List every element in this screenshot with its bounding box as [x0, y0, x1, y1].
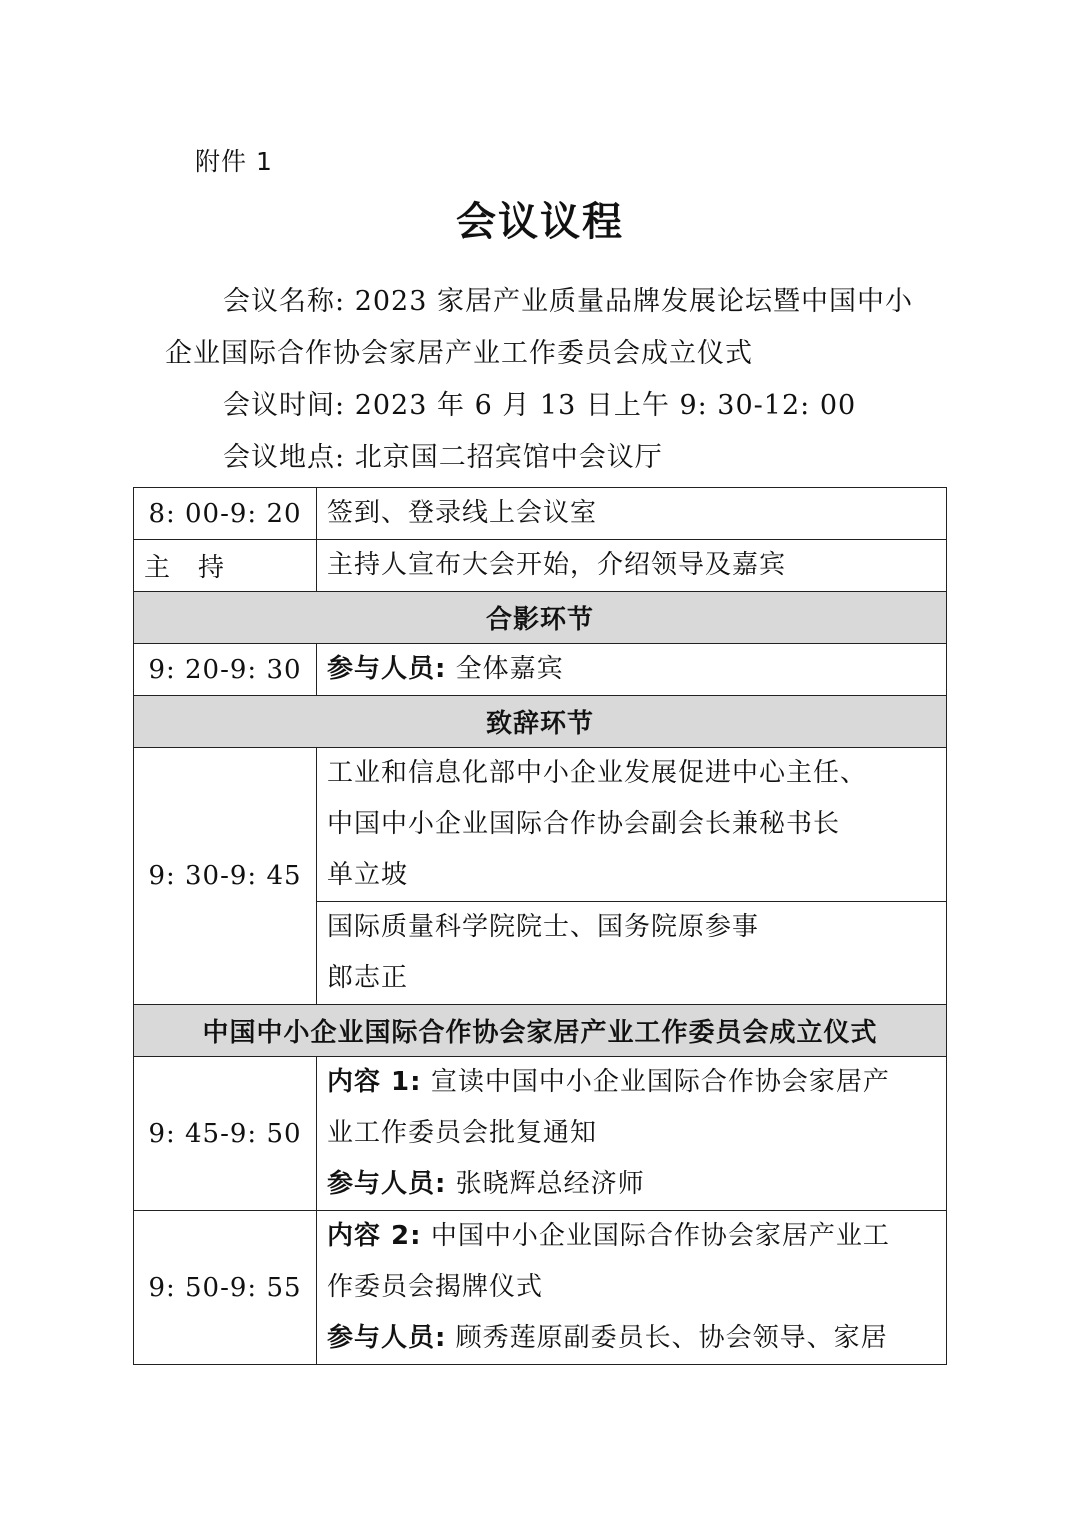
- speaker-name: 单立坡: [327, 860, 409, 890]
- time-cell: 主 持: [134, 540, 317, 592]
- content-line: [327, 1211, 936, 1262]
- table-row: [134, 1211, 947, 1365]
- speaker-line: 工业和信息化部中小企业发展促进中心主任、: [327, 758, 868, 788]
- table-row: [134, 540, 947, 592]
- content-cell: [317, 748, 947, 902]
- meeting-time-label: 会议时间:: [223, 390, 346, 421]
- time-cell: 9: 50-9: 55: [134, 1211, 317, 1365]
- meeting-name-label: 会议名称:: [223, 286, 346, 317]
- content-label: 内容 2:: [327, 1221, 422, 1251]
- content-text: 宣读中国中小企业国际合作协会家居产: [430, 1067, 890, 1097]
- participants-value: 全体嘉宾: [455, 654, 564, 684]
- content-cell: [317, 902, 947, 1005]
- content-cell: 签到、登录线上会议室: [317, 488, 947, 540]
- time-cell: 9: 20-9: 30: [134, 644, 317, 696]
- agenda-table: [133, 487, 947, 1365]
- meeting-place-label: 会议地点:: [223, 442, 346, 473]
- table-row: [134, 644, 947, 696]
- content-text: 中国中小企业国际合作协会家居产业工: [430, 1221, 890, 1251]
- table-row: [134, 488, 947, 540]
- participants-value: 张晓辉总经济师: [455, 1169, 645, 1199]
- time-cell: 9: 45-9: 50: [134, 1057, 317, 1211]
- content-label: 内容 1:: [327, 1067, 422, 1097]
- content-line: [327, 1057, 936, 1108]
- meeting-time: [165, 380, 925, 432]
- participants-label: 参与人员:: [327, 1323, 447, 1353]
- content-line: 业工作委员会批复通知: [327, 1118, 598, 1148]
- meeting-info: [165, 276, 925, 484]
- section-title: 合影环节: [134, 592, 947, 644]
- section-header: [134, 696, 947, 748]
- content-line: 作委员会揭牌仪式: [327, 1272, 544, 1302]
- meeting-time-value: 2023 年 6 月 13 日上午 9: 30-12: 00: [354, 390, 857, 421]
- content-cell: [317, 644, 947, 696]
- participants-label: 参与人员:: [327, 654, 447, 684]
- content-cell: 主持人宣布大会开始，介绍领导及嘉宾: [317, 540, 947, 592]
- time-cell: 9: 30-9: 45: [134, 748, 317, 1005]
- meeting-name-line1: [165, 276, 925, 328]
- speaker-name: 郎志正: [327, 963, 409, 993]
- time-cell: 8: 00-9: 20: [134, 488, 317, 540]
- attachment-label: 附件 1: [195, 147, 273, 176]
- meeting-name-line2: 企业国际合作协会家居产业工作委员会成立仪式: [165, 338, 753, 369]
- speaker-line: 中国中小企业国际合作协会副会长兼秘书长: [327, 809, 841, 839]
- participants-line: [327, 1313, 936, 1364]
- section-header: [134, 1005, 947, 1057]
- participants-value: 顾秀莲原副委员长、协会领导、家居: [455, 1323, 888, 1353]
- section-title: 中国中小企业国际合作协会家居产业工作委员会成立仪式: [134, 1005, 947, 1057]
- meeting-place: [165, 432, 925, 484]
- meeting-name-value: 2023 家居产业质量品牌发展论坛暨中国中小: [354, 286, 913, 317]
- speaker-line: 国际质量科学院院士、国务院原参事: [327, 912, 760, 942]
- meeting-place-value: 北京国二招宾馆中会议厅: [354, 442, 663, 473]
- table-row: [134, 748, 947, 902]
- table-row: [134, 1057, 947, 1211]
- content-cell: [317, 1057, 947, 1211]
- section-title: 致辞环节: [134, 696, 947, 748]
- page-title: 会议议程: [456, 199, 624, 245]
- section-header: [134, 592, 947, 644]
- participants-line: [327, 1159, 936, 1210]
- content-cell: [317, 1211, 947, 1365]
- participants-label: 参与人员:: [327, 1169, 447, 1199]
